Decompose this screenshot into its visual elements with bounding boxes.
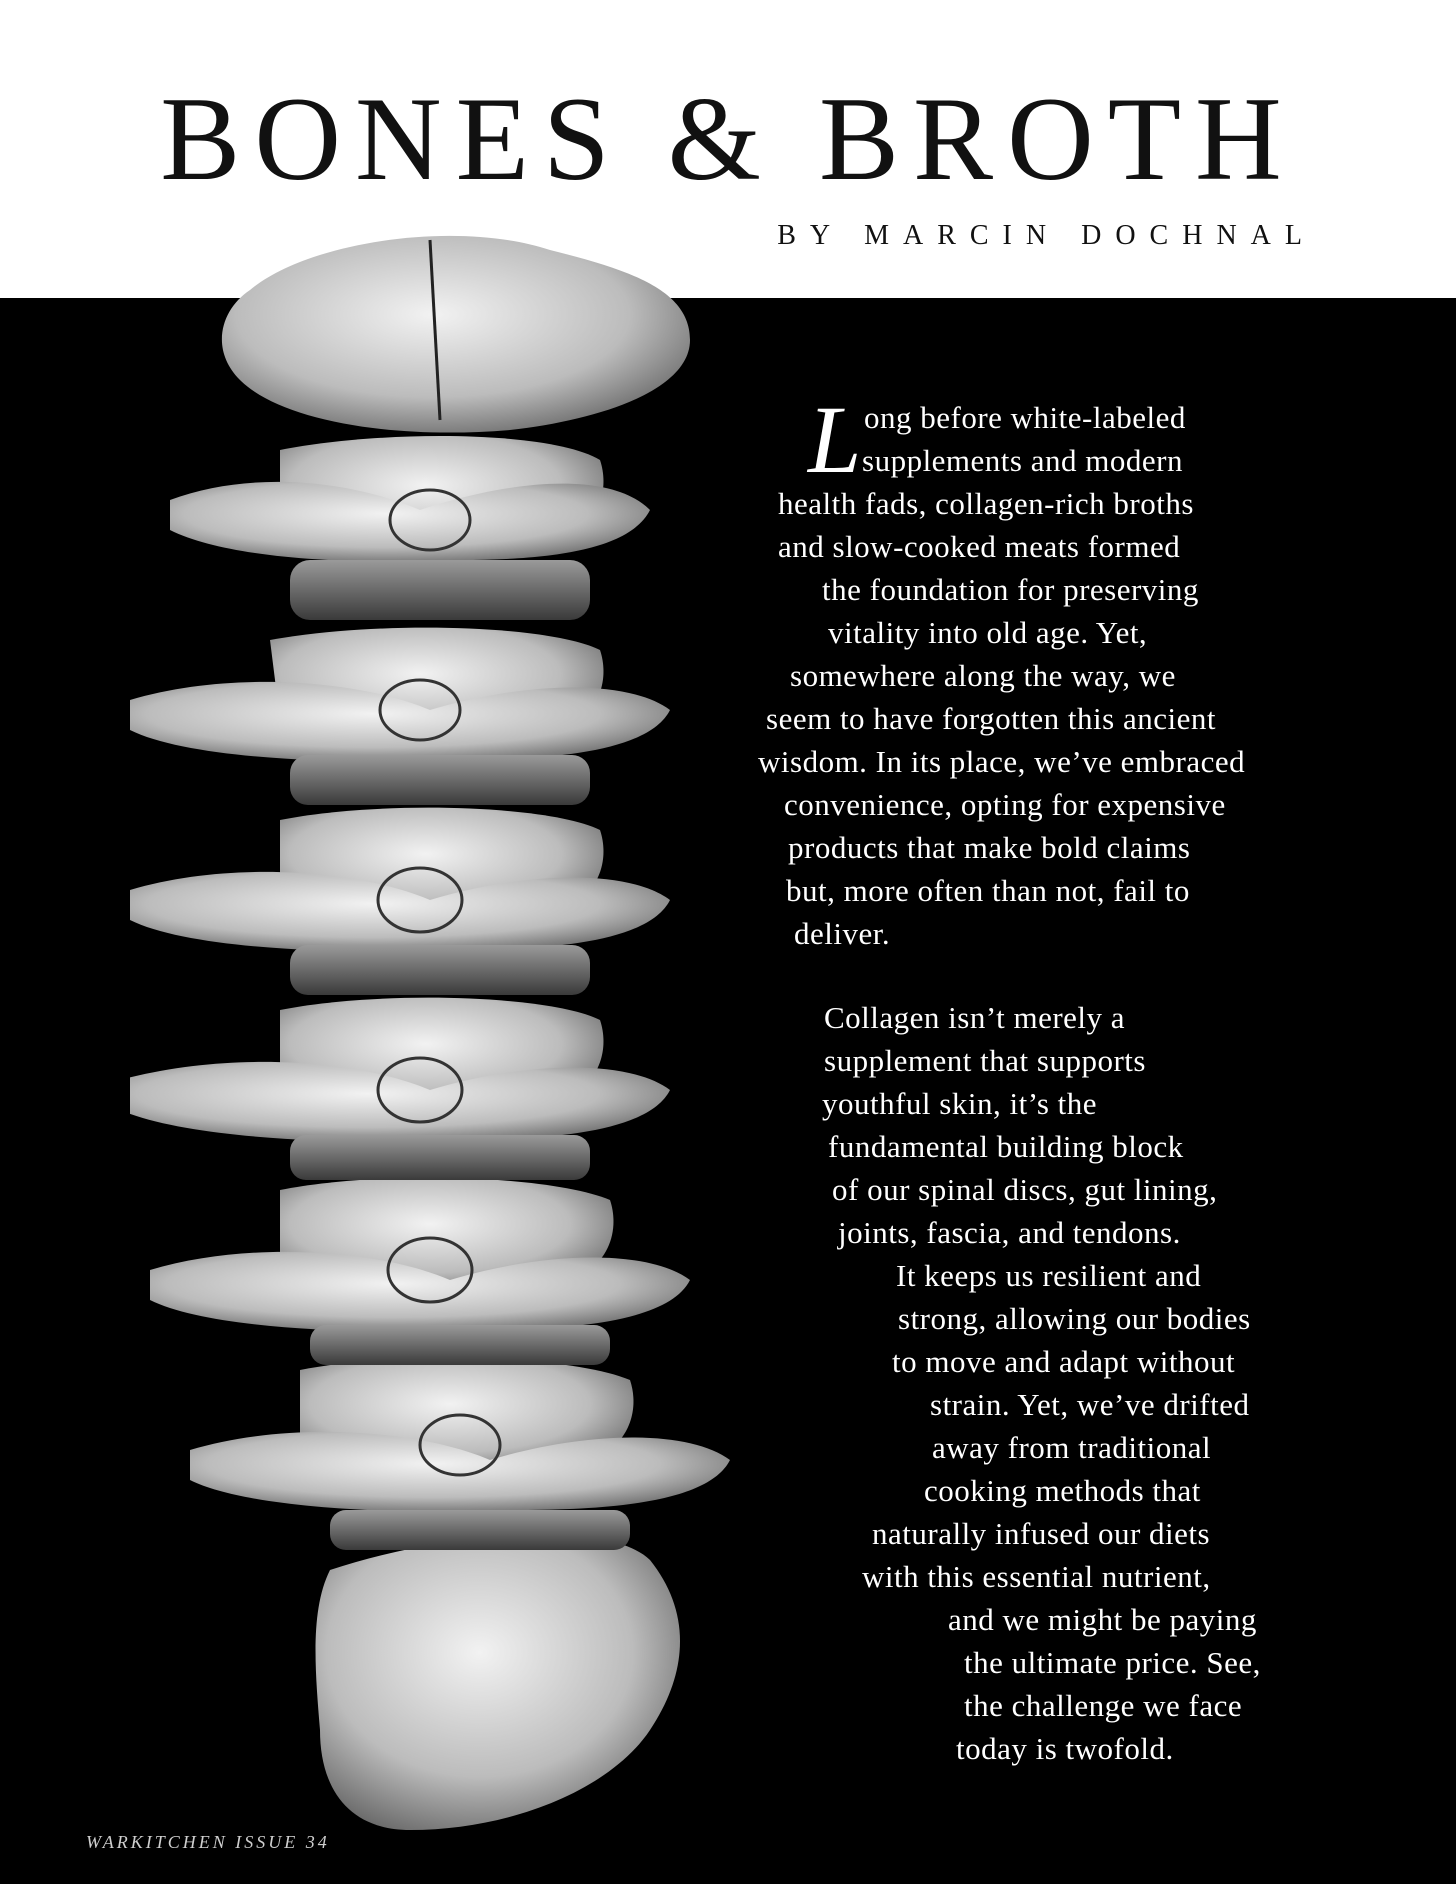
issue-footer: WARKITCHEN ISSUE 34 [86, 1832, 330, 1852]
paragraph2-line: to move and adapt without [892, 1344, 1236, 1379]
paragraph1-line: the foundation for preserving [822, 572, 1199, 607]
paragraph1-line: wisdom. In its place, we’ve embraced [758, 744, 1246, 779]
paragraph2-line: the challenge we face [964, 1688, 1243, 1723]
paragraph2-line: fundamental building block [828, 1129, 1184, 1164]
paragraph1-line: but, more often than not, fail to [786, 873, 1190, 908]
paragraph2-line: youthful skin, it’s the [822, 1086, 1097, 1121]
paragraph2-line: joints, fascia, and tendons. [838, 1215, 1181, 1250]
paragraph2-line: the ultimate price. See, [964, 1645, 1261, 1680]
paragraph2-line: and we might be paying [948, 1602, 1257, 1637]
paragraph1-line: seem to have forgotten this ancient [766, 701, 1216, 736]
paragraph2-line: with this essential nutrient, [862, 1559, 1211, 1594]
paragraph1-line: ong before white-labeled [864, 400, 1186, 435]
byline: BY MARCIN DOCHNAL [777, 220, 1316, 251]
paragraph1-line: convenience, opting for expensive [784, 787, 1226, 822]
paragraph1-line: deliver. [794, 916, 891, 951]
paragraph2-line: strong, allowing our bodies [898, 1301, 1251, 1336]
paragraph1-line: vitality into old age. Yet, [828, 615, 1148, 650]
paragraph2-line: of our spinal discs, gut lining, [832, 1172, 1218, 1207]
paragraph2-line: today is twofold. [956, 1731, 1174, 1766]
paragraph2-line: cooking methods that [924, 1473, 1201, 1508]
paragraph2-line: supplement that supports [824, 1043, 1146, 1078]
paragraph2-line: Collagen isn’t merely a [824, 1000, 1126, 1035]
paragraph1-line: supplements and modern [862, 443, 1183, 478]
paragraph1-line: health fads, collagen-rich broths [778, 486, 1194, 521]
paragraph2-line: strain. Yet, we’ve drifted [930, 1387, 1250, 1422]
paragraph1-line: and slow-cooked meats formed [778, 529, 1181, 564]
paragraph2-line: naturally infused our diets [872, 1516, 1211, 1551]
page-title: BONES & BROTH [160, 72, 1296, 205]
paragraph2-line: away from traditional [932, 1430, 1212, 1465]
paragraph2-line: It keeps us resilient and [896, 1258, 1202, 1293]
paragraph1-line: products that make bold claims [788, 830, 1191, 865]
drop-cap: L [808, 386, 862, 493]
paragraph1-line: somewhere along the way, we [790, 658, 1176, 693]
